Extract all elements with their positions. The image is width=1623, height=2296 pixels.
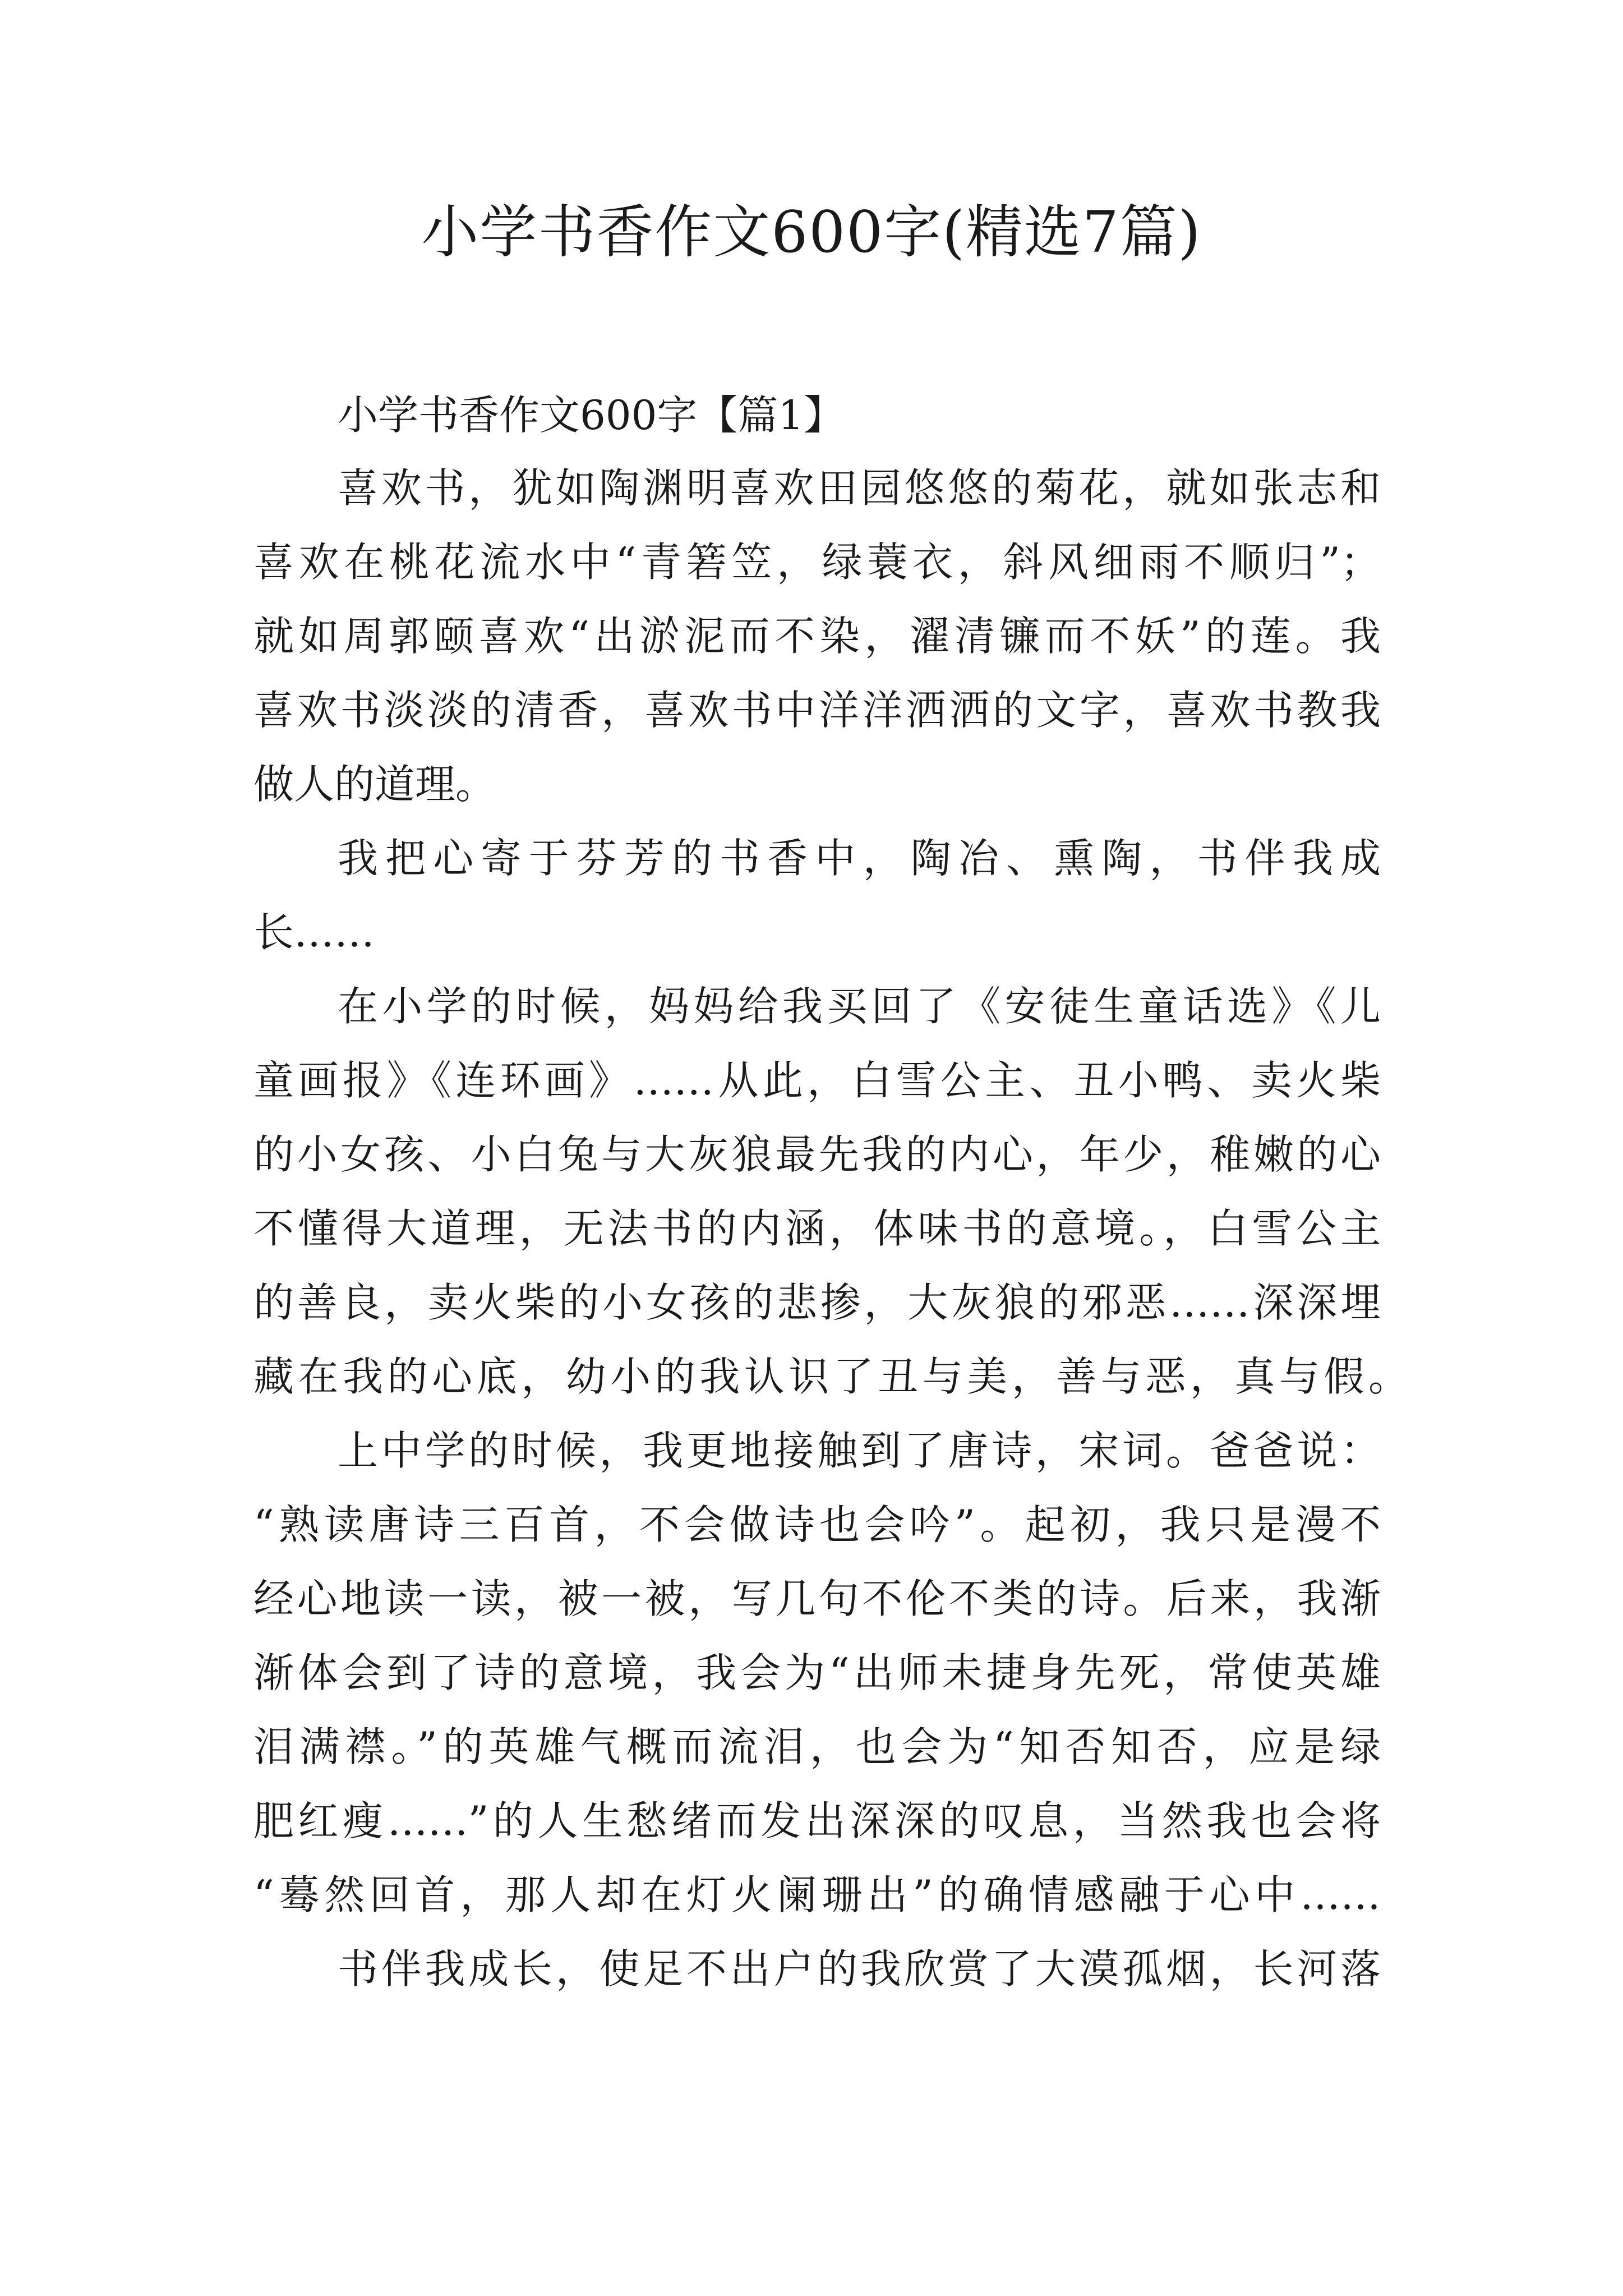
paragraph-3-line-6: 藏在我的心底，幼小的我认识了丑与美，善与恶，真与假。: [253, 1353, 1409, 1400]
paragraph-1-line-4: 喜欢书淡淡的清香，喜欢书中洋洋洒洒的文字，喜欢书教我: [253, 687, 1381, 734]
paragraph-1-line-5: 做人的道理。: [253, 761, 496, 808]
paragraph-4-line-5: 泪满襟。”的英雄气概而流泪，也会为“知否知否，应是绿: [253, 1723, 1381, 1770]
paragraph-4-line-6: 肥红瘦……”的人生愁绪而发出深深的叹息，当然我也会将: [253, 1797, 1381, 1844]
paragraph-2-line-2: 长……: [253, 909, 375, 956]
paragraph-1-line-3: 就如周郭颐喜欢“出淤泥而不染，濯清镰而不妖”的莲。我: [253, 613, 1381, 660]
paragraph-5-line-1: 书伴我成长，使足不出户的我欣赏了大漠孤烟，长河落: [338, 1945, 1381, 1993]
section-heading: 小学书香作文600字【篇1】: [338, 392, 845, 439]
paragraph-4-line-7: “蓦然回首，那人却在灯火阑珊出”的确情感融于心中……: [253, 1871, 1381, 1918]
paragraph-3-line-4: 不懂得大道理，无法书的内涵，体味书的意境。，白雪公主: [253, 1205, 1381, 1252]
paragraph-3-line-5: 的善良，卖火柴的小女孩的悲掺，大灰狼的邪恶……深深埋: [253, 1279, 1381, 1326]
document-title: 小学书香作文600字(精选7篇): [421, 199, 1202, 266]
paragraph-3-line-1: 在小学的时候，妈妈给我买回了《安徒生童话选》《儿: [338, 983, 1381, 1030]
paragraph-2-line-1: 我把心寄于芬芳的书香中，陶冶、熏陶，书伴我成: [338, 835, 1381, 882]
paragraph-3-line-3: 的小女孩、小白兔与大灰狼最先我的内心，年少，稚嫩的心: [253, 1131, 1381, 1178]
paragraph-4-line-3: 经心地读一读，被一被，写几句不伦不类的诗。后来，我渐: [253, 1575, 1381, 1622]
paragraph-4-line-2: “熟读唐诗三百首，不会做诗也会吟”。起初，我只是漫不: [253, 1501, 1381, 1548]
paragraph-3-line-2: 童画报》《连环画》……从此，白雪公主、丑小鸭、卖火柴: [253, 1057, 1381, 1104]
paragraph-1-line-1: 喜欢书，犹如陶渊明喜欢田园悠悠的菊花，就如张志和: [338, 464, 1381, 512]
paragraph-1-line-2: 喜欢在桃花流水中“青箬笠，绿蓑衣，斜风细雨不顺归”；: [253, 539, 1381, 586]
paragraph-4-line-4: 渐体会到了诗的意境，我会为“出师未捷身先死，常使英雄: [253, 1649, 1381, 1696]
paragraph-4-line-1: 上中学的时候，我更地接触到了唐诗，宋词。爸爸说：: [338, 1427, 1381, 1474]
